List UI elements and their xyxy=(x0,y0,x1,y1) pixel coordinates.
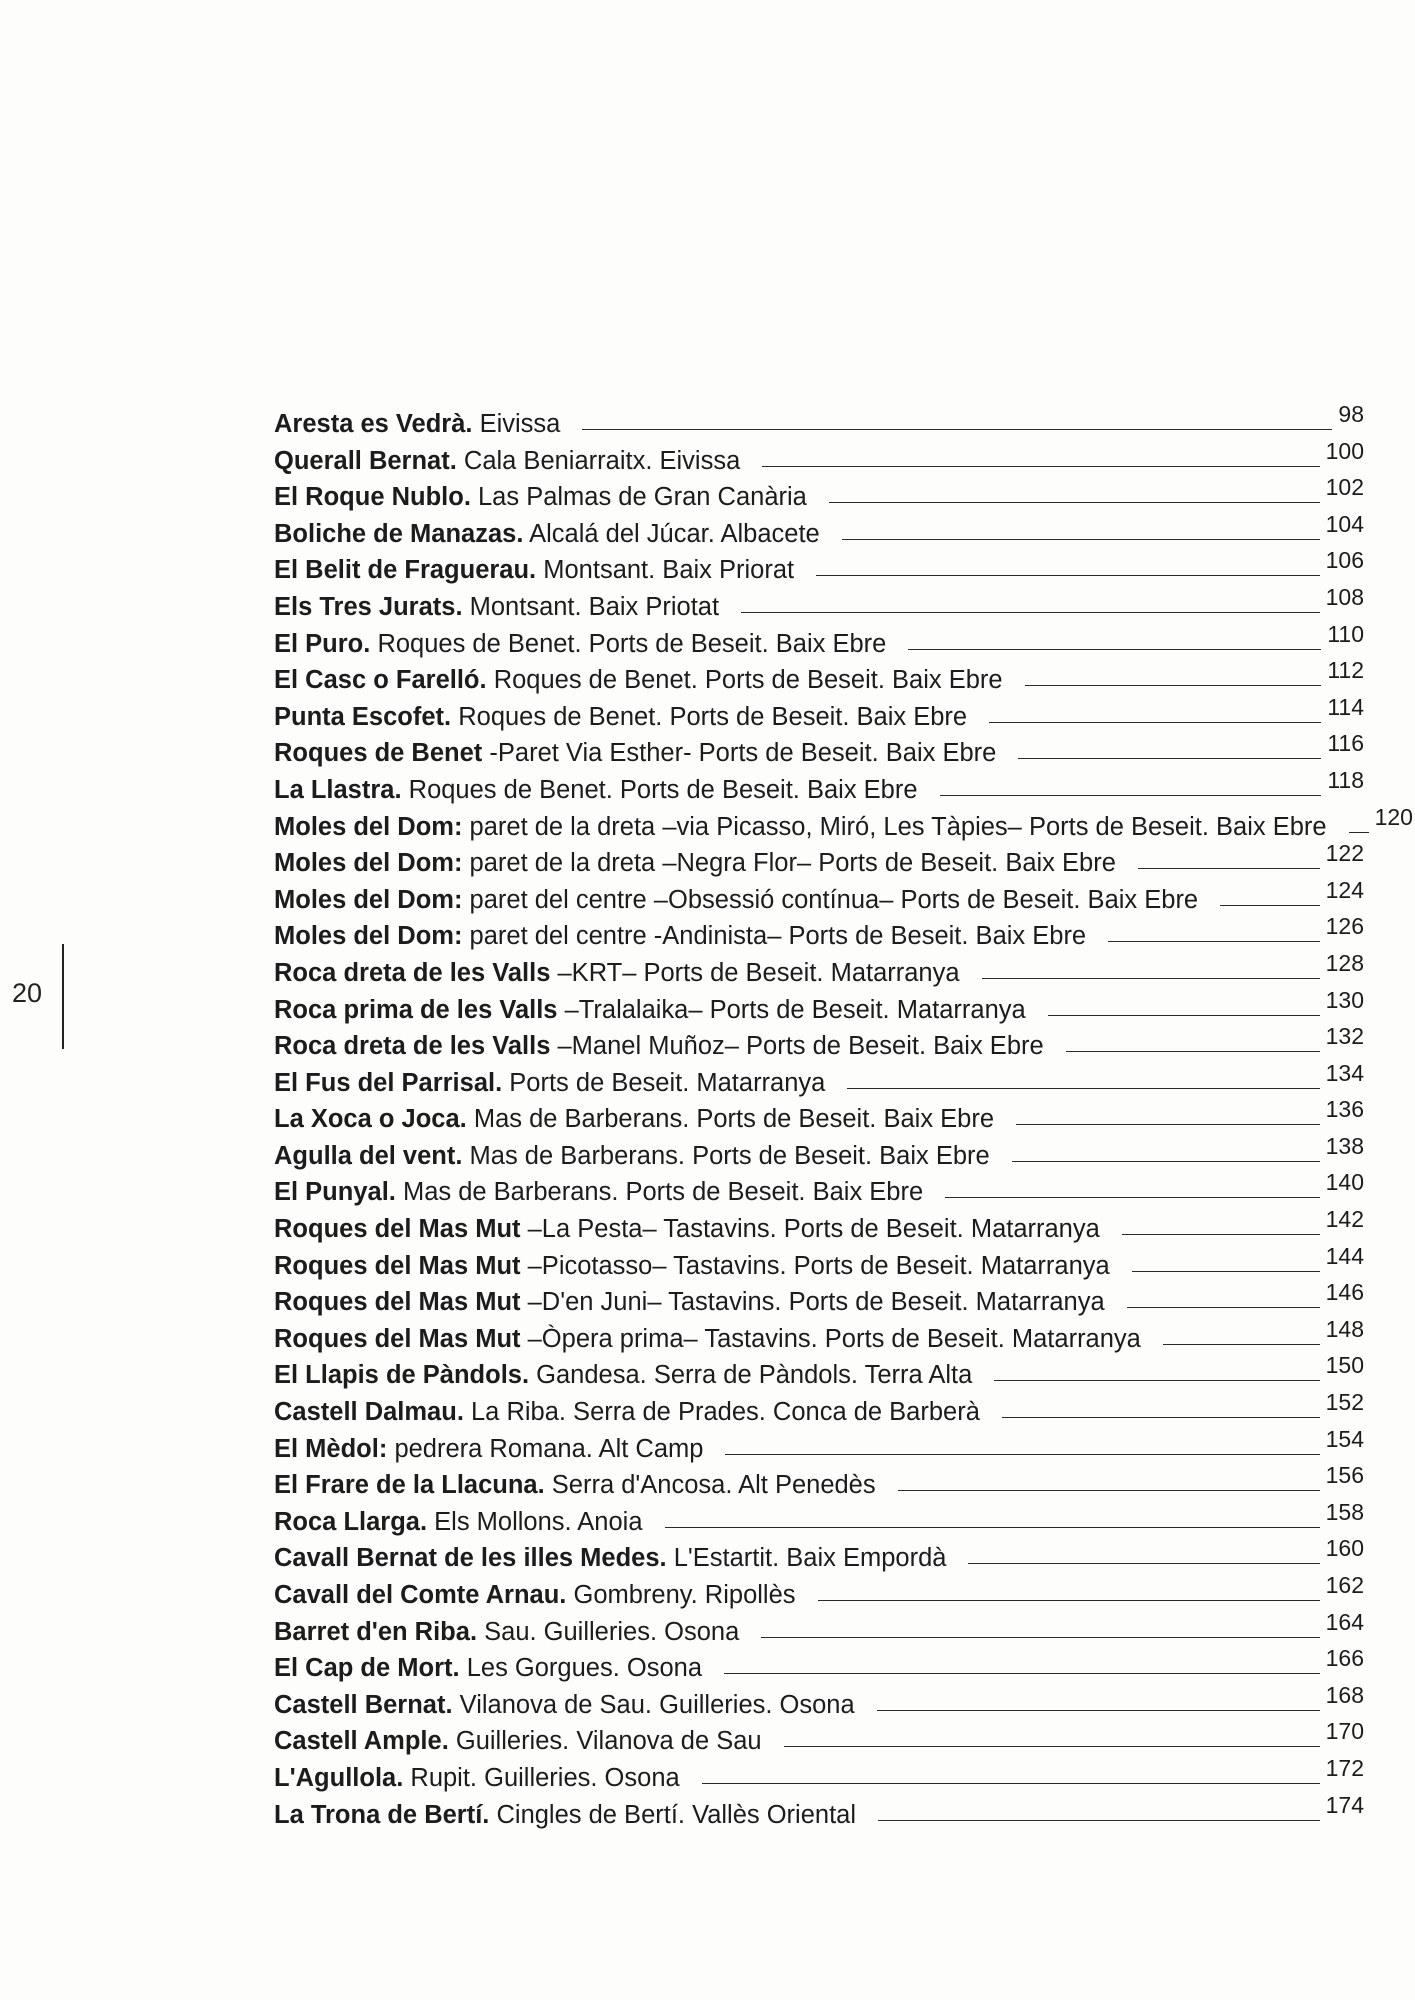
toc-entry xyxy=(274,547,1364,589)
entry-text xyxy=(274,1760,680,1797)
entry-location: Mas de Barberans. Ports de Beseit. Baix Ebre xyxy=(402,1178,924,1207)
dot-leader xyxy=(908,649,1321,650)
entry-title: Punta Escofet. xyxy=(274,702,452,731)
toc-entry xyxy=(274,401,1364,443)
entry-text xyxy=(274,1687,855,1724)
toc-entry xyxy=(274,1169,1364,1211)
entry-page-number: 160 xyxy=(1325,1535,1364,1562)
entry-page-number: 100 xyxy=(1325,437,1364,464)
toc-entry xyxy=(274,583,1364,626)
entry-text xyxy=(274,1797,856,1834)
table-of-contents xyxy=(274,401,1413,1833)
entry-page-number: 170 xyxy=(1325,1718,1364,1745)
entry-text xyxy=(274,1248,1110,1285)
entry-title: Barret d'en Riba. xyxy=(274,1617,478,1646)
toc-entry xyxy=(274,766,1364,809)
entry-title: El Frare de la Llacuna. xyxy=(274,1471,545,1500)
entry-page-number: 142 xyxy=(1325,1206,1364,1233)
entry-location: Roques de Benet. Ports de Beseit. Baix Ebre xyxy=(493,666,1003,695)
entry-text xyxy=(274,1540,946,1577)
dot-leader xyxy=(1122,1234,1320,1235)
entry-location: Gandesa. Serra de Pàndols. Terra Alta xyxy=(536,1361,973,1390)
entry-page-number: 146 xyxy=(1325,1279,1364,1306)
entry-title: Roques del Mas Mut xyxy=(274,1251,521,1280)
toc-entry xyxy=(274,1096,1364,1138)
toc-entry xyxy=(274,1279,1364,1321)
entry-page-number: 128 xyxy=(1325,949,1364,976)
page-number: 20 xyxy=(12,978,43,1008)
entry-title: Roques del Mas Mut xyxy=(274,1324,521,1353)
entry-text xyxy=(274,809,1327,846)
entry-text xyxy=(274,1284,1105,1321)
entry-text xyxy=(274,1650,702,1687)
entry-title: Cavall Bernat de les illes Medes. xyxy=(274,1544,667,1573)
dot-leader xyxy=(945,1197,1319,1198)
entry-page-number: 134 xyxy=(1325,1059,1364,1086)
toc-entry xyxy=(274,657,1364,699)
entry-location: Gombreny. Ripollès xyxy=(573,1581,796,1609)
entry-page-number: 156 xyxy=(1325,1462,1364,1489)
entry-text xyxy=(274,1614,739,1651)
toc-entry xyxy=(274,913,1364,955)
entry-page-number: 138 xyxy=(1325,1132,1364,1159)
entry-text xyxy=(274,955,960,992)
dot-leader xyxy=(818,1600,1320,1601)
entry-page-number: 102 xyxy=(1325,474,1364,501)
entry-location: Eivissa xyxy=(479,410,561,438)
entry-text xyxy=(274,1138,990,1175)
entry-title: Roca dreta de les Valls xyxy=(274,958,551,987)
entry-text xyxy=(274,589,719,626)
dot-leader xyxy=(1108,941,1320,942)
entry-text xyxy=(274,1321,1141,1358)
toc-entry xyxy=(274,1389,1364,1431)
entry-text xyxy=(274,516,820,553)
entry-location: –D'en Juni– Tastavins. Ports de Beseit. Matarranya xyxy=(527,1288,1105,1317)
entry-title: El Fus del Parrisal. xyxy=(274,1068,503,1097)
dot-leader xyxy=(982,978,1320,979)
entry-location: paret del centre –Obsessió contínua– Ports de Beseit. Baix Ebre xyxy=(469,885,1199,914)
entry-text xyxy=(274,992,1026,1029)
entry-text xyxy=(274,552,794,589)
toc-entry xyxy=(274,803,1413,846)
toc-entry xyxy=(274,1791,1364,1834)
entry-title: Moles del Dom: xyxy=(274,812,463,841)
entry-title: El Llapis de Pàndols. xyxy=(274,1361,530,1390)
toc-entry xyxy=(274,1754,1364,1797)
entry-title: Roques del Mas Mut xyxy=(274,1215,521,1244)
entry-title: Moles del Dom: xyxy=(274,849,463,878)
entry-text xyxy=(274,1577,796,1614)
dot-leader xyxy=(994,1380,1319,1381)
entry-title: Roca prima de les Valls xyxy=(274,995,558,1024)
entry-location: Roques de Benet. Ports de Beseit. Baix Ebre xyxy=(458,702,968,731)
entry-text xyxy=(274,1504,643,1541)
entry-text xyxy=(274,918,1086,955)
entry-location: Cala Beniarraitx. Eivissa xyxy=(463,446,741,475)
entry-page-number: 140 xyxy=(1325,1169,1364,1196)
entry-location: La Riba. Serra de Prades. Conca de Barberà xyxy=(471,1398,980,1427)
entry-text xyxy=(274,1028,1044,1065)
entry-location: Vilanova de Sau. Guilleries. Osona xyxy=(459,1690,855,1719)
entry-page-number: 152 xyxy=(1325,1389,1364,1416)
entry-page-number: 116 xyxy=(1327,730,1364,757)
entry-title: Moles del Dom: xyxy=(274,885,463,914)
entry-location: -Paret Via Esther- Ports de Beseit. Baix Ebre xyxy=(489,739,997,768)
entry-title: El Cap de Mort. xyxy=(274,1654,460,1683)
entry-location: Cingles de Bertí. Vallès Oriental xyxy=(496,1800,857,1829)
toc-entry xyxy=(274,1059,1364,1102)
entry-page-number: 154 xyxy=(1325,1425,1364,1452)
toc-entry xyxy=(274,1535,1364,1577)
entry-title: Roques de Benet xyxy=(274,739,483,768)
toc-entry xyxy=(274,1425,1364,1468)
entry-title: El Casc o Farelló. xyxy=(274,666,487,695)
entry-page-number: 120 xyxy=(1374,803,1413,830)
toc-entry xyxy=(274,876,1364,919)
entry-location: Roques de Benet. Ports de Beseit. Baix Ebre xyxy=(408,775,918,804)
dot-leader xyxy=(762,466,1319,467)
entry-location: –KRT– Ports de Beseit. Matarranya xyxy=(557,958,960,987)
toc-entry xyxy=(274,1206,1364,1248)
toc-entry xyxy=(274,1462,1364,1504)
entry-location: L'Estartit. Baix Empordà xyxy=(673,1544,947,1573)
entry-title: Querall Bernat. xyxy=(274,446,457,475)
entry-page-number: 106 xyxy=(1325,547,1364,574)
entry-page-number: 162 xyxy=(1325,1572,1364,1598)
entry-page-number: 104 xyxy=(1325,510,1364,537)
toc-entry xyxy=(274,730,1364,772)
entry-location: Las Palmas de Gran Canària xyxy=(478,483,807,512)
entry-title: La Llastra. xyxy=(274,775,402,804)
toc-entry xyxy=(274,986,1364,1029)
entry-location: Mas de Barberans. Ports de Beseit. Baix Ebre xyxy=(473,1105,995,1134)
entry-location: Alcalá del Júcar. Albacete xyxy=(529,519,820,548)
page-number-rule xyxy=(62,944,64,1049)
dot-leader xyxy=(1002,1417,1320,1418)
entry-title: Castell Dalmau. xyxy=(274,1398,464,1427)
entry-text xyxy=(274,626,886,663)
entry-text xyxy=(274,1174,923,1211)
dot-leader xyxy=(1163,1344,1320,1345)
toc-entry xyxy=(274,1681,1364,1724)
entry-location: paret de la dreta –Negra Flor– Ports de Beseit. Baix Ebre xyxy=(469,849,1116,878)
dot-leader xyxy=(1220,905,1320,906)
toc-entry xyxy=(274,1352,1364,1394)
entry-location: –Òpera prima– Tastavins. Ports de Beseit. Matarranya xyxy=(527,1324,1141,1353)
dot-leader xyxy=(898,1490,1320,1491)
toc-entry xyxy=(274,437,1364,480)
entry-location: Guilleries. Vilanova de Sau xyxy=(455,1727,762,1756)
entry-page-number: 166 xyxy=(1325,1645,1364,1672)
dot-leader xyxy=(724,1673,1320,1674)
toc-entry xyxy=(274,693,1364,736)
toc-entry xyxy=(274,1645,1364,1687)
entry-location: Montsant. Baix Priorat xyxy=(543,556,795,585)
entry-title: La Trona de Bertí. xyxy=(274,1800,490,1829)
entry-page-number: 124 xyxy=(1325,876,1364,903)
toc-entry xyxy=(274,1132,1364,1175)
toc-entry xyxy=(274,1315,1364,1358)
entry-text xyxy=(274,772,918,809)
dot-leader xyxy=(1018,758,1321,759)
entry-location: –Manel Muñoz– Ports de Beseit. Baix Ebre xyxy=(557,1032,1044,1061)
entry-location: Roques de Benet. Ports de Beseit. Baix Ebre xyxy=(377,629,887,658)
toc-entry xyxy=(274,510,1364,553)
toc-entry xyxy=(274,1608,1364,1651)
entry-location: paret del centre -Andinista– Ports de Beseit. Baix Ebre xyxy=(469,922,1087,951)
entry-page-number: 110 xyxy=(1327,620,1364,647)
entry-page-number: 122 xyxy=(1325,840,1364,867)
entry-location: paret de la dreta –via Picasso, Miró, Les Tàpies– Ports de Beseit. Baix Ebre xyxy=(469,812,1327,841)
dot-leader xyxy=(1132,1271,1320,1272)
dot-leader xyxy=(1048,1015,1320,1016)
entry-page-number: 132 xyxy=(1325,1023,1364,1050)
entry-page-number: 174 xyxy=(1325,1791,1364,1818)
entry-text xyxy=(274,1431,703,1468)
entry-title: Boliche de Manazas. xyxy=(274,519,524,548)
entry-page-number: 168 xyxy=(1325,1681,1364,1708)
entry-text xyxy=(274,662,1003,699)
entry-page-number: 118 xyxy=(1327,766,1364,793)
entry-title: Roca Llarga. xyxy=(274,1507,428,1536)
entry-location: Rupit. Guilleries. Osona xyxy=(410,1763,680,1792)
dot-leader xyxy=(816,575,1320,576)
entry-title: Roca dreta de les Valls xyxy=(274,1032,551,1061)
dot-leader xyxy=(1025,685,1322,686)
entry-text xyxy=(274,735,996,772)
entry-location: –Picotasso– Tastavins. Ports de Beseit. Matarranya xyxy=(527,1251,1110,1280)
entry-location: –La Pesta– Tastavins. Ports de Beseit. Matarranya xyxy=(527,1215,1100,1244)
dot-leader xyxy=(1138,868,1320,869)
entry-text xyxy=(274,845,1116,882)
entry-text xyxy=(274,699,967,736)
entry-title: Moles del Dom: xyxy=(274,922,463,951)
entry-text xyxy=(274,406,560,443)
toc-entry xyxy=(274,949,1364,992)
entry-page-number: 114 xyxy=(1327,693,1364,720)
entry-page-number: 136 xyxy=(1325,1096,1364,1123)
dot-leader xyxy=(829,502,1320,503)
entry-page-number: 98 xyxy=(1338,401,1364,427)
entry-page-number: 126 xyxy=(1325,913,1364,940)
entry-location: Serra d'Ancosa. Alt Penedès xyxy=(551,1471,876,1500)
entry-title: El Puro. xyxy=(274,629,371,658)
dot-leader xyxy=(1127,1307,1320,1308)
dot-leader xyxy=(1066,1051,1320,1052)
entry-title: La Xoca o Joca. xyxy=(274,1105,467,1134)
dot-leader xyxy=(940,795,1322,796)
entry-title: Roques del Mas Mut xyxy=(274,1288,521,1317)
entry-title: Agulla del vent. xyxy=(274,1141,463,1170)
entry-text xyxy=(274,443,740,480)
toc-entry xyxy=(274,1023,1364,1065)
entry-page-number: 108 xyxy=(1325,583,1364,610)
dot-leader xyxy=(1016,1124,1320,1125)
toc-entry xyxy=(274,620,1364,663)
entry-page-number: 148 xyxy=(1325,1315,1364,1342)
dot-leader xyxy=(842,539,1320,540)
entry-title: El Punyal. xyxy=(274,1178,396,1207)
entry-page-number: 144 xyxy=(1325,1242,1364,1269)
dot-leader xyxy=(582,429,1332,430)
dot-leader xyxy=(878,1820,1320,1821)
entry-title: Cavall del Comte Arnau. xyxy=(274,1581,567,1609)
entry-page-number: 150 xyxy=(1325,1352,1364,1379)
dot-leader xyxy=(741,612,1320,613)
toc-entry xyxy=(274,840,1364,882)
toc-entry xyxy=(274,1498,1364,1541)
entry-location: Les Gorgues. Osona xyxy=(466,1654,703,1683)
entry-title: L'Agullola. xyxy=(274,1763,404,1792)
dot-leader xyxy=(968,1563,1319,1564)
entry-page-number: 172 xyxy=(1325,1754,1364,1781)
dot-leader xyxy=(1012,1161,1320,1162)
dot-leader xyxy=(847,1088,1319,1089)
toc-entry xyxy=(274,1718,1364,1760)
dot-leader xyxy=(761,1637,1319,1638)
entry-title: Els Tres Jurats. xyxy=(274,592,463,621)
entry-title: El Roque Nublo. xyxy=(274,483,471,512)
entry-text xyxy=(274,1467,876,1504)
entry-page-number: 164 xyxy=(1325,1608,1364,1635)
entry-text xyxy=(274,479,807,516)
dot-leader xyxy=(1349,832,1369,833)
entry-location: Ports de Beseit. Matarranya xyxy=(509,1068,826,1097)
entry-location: Els Mollons. Anoia xyxy=(434,1507,643,1536)
entry-text xyxy=(274,1101,994,1138)
entry-title: El Mèdol: xyxy=(274,1434,388,1463)
entry-text xyxy=(274,1065,825,1102)
entry-location: pedrera Romana. Alt Camp xyxy=(394,1434,704,1463)
entry-location: Sau. Guilleries. Osona xyxy=(484,1617,740,1646)
entry-text xyxy=(274,1357,972,1394)
dot-leader xyxy=(784,1746,1320,1747)
entry-page-number: 158 xyxy=(1325,1498,1364,1525)
entry-location: –Tralalaika– Ports de Beseit. Matarranya xyxy=(564,995,1026,1024)
entry-text xyxy=(274,1211,1100,1248)
dot-leader xyxy=(725,1454,1319,1455)
dot-leader xyxy=(877,1710,1320,1711)
entry-title: Castell Ample. xyxy=(274,1727,449,1756)
entry-text xyxy=(274,1723,762,1760)
entry-title: Castell Bernat. xyxy=(274,1690,453,1719)
entry-title: Aresta es Vedrà. xyxy=(274,410,473,438)
entry-page-number: 112 xyxy=(1327,657,1364,684)
toc-entry xyxy=(274,1572,1364,1614)
entry-text xyxy=(274,882,1198,919)
entry-title: El Belit de Fraguerau. xyxy=(274,556,537,585)
toc-entry xyxy=(274,1242,1364,1285)
entry-page-number: 130 xyxy=(1325,986,1364,1013)
dot-leader xyxy=(665,1527,1320,1528)
dot-leader xyxy=(702,1783,1320,1784)
toc-entry xyxy=(274,474,1364,516)
dot-leader xyxy=(989,722,1321,723)
entry-text xyxy=(274,1394,980,1431)
entry-location: Montsant. Baix Priotat xyxy=(469,592,720,621)
entry-location: Mas de Barberans. Ports de Beseit. Baix Ebre xyxy=(469,1141,990,1170)
